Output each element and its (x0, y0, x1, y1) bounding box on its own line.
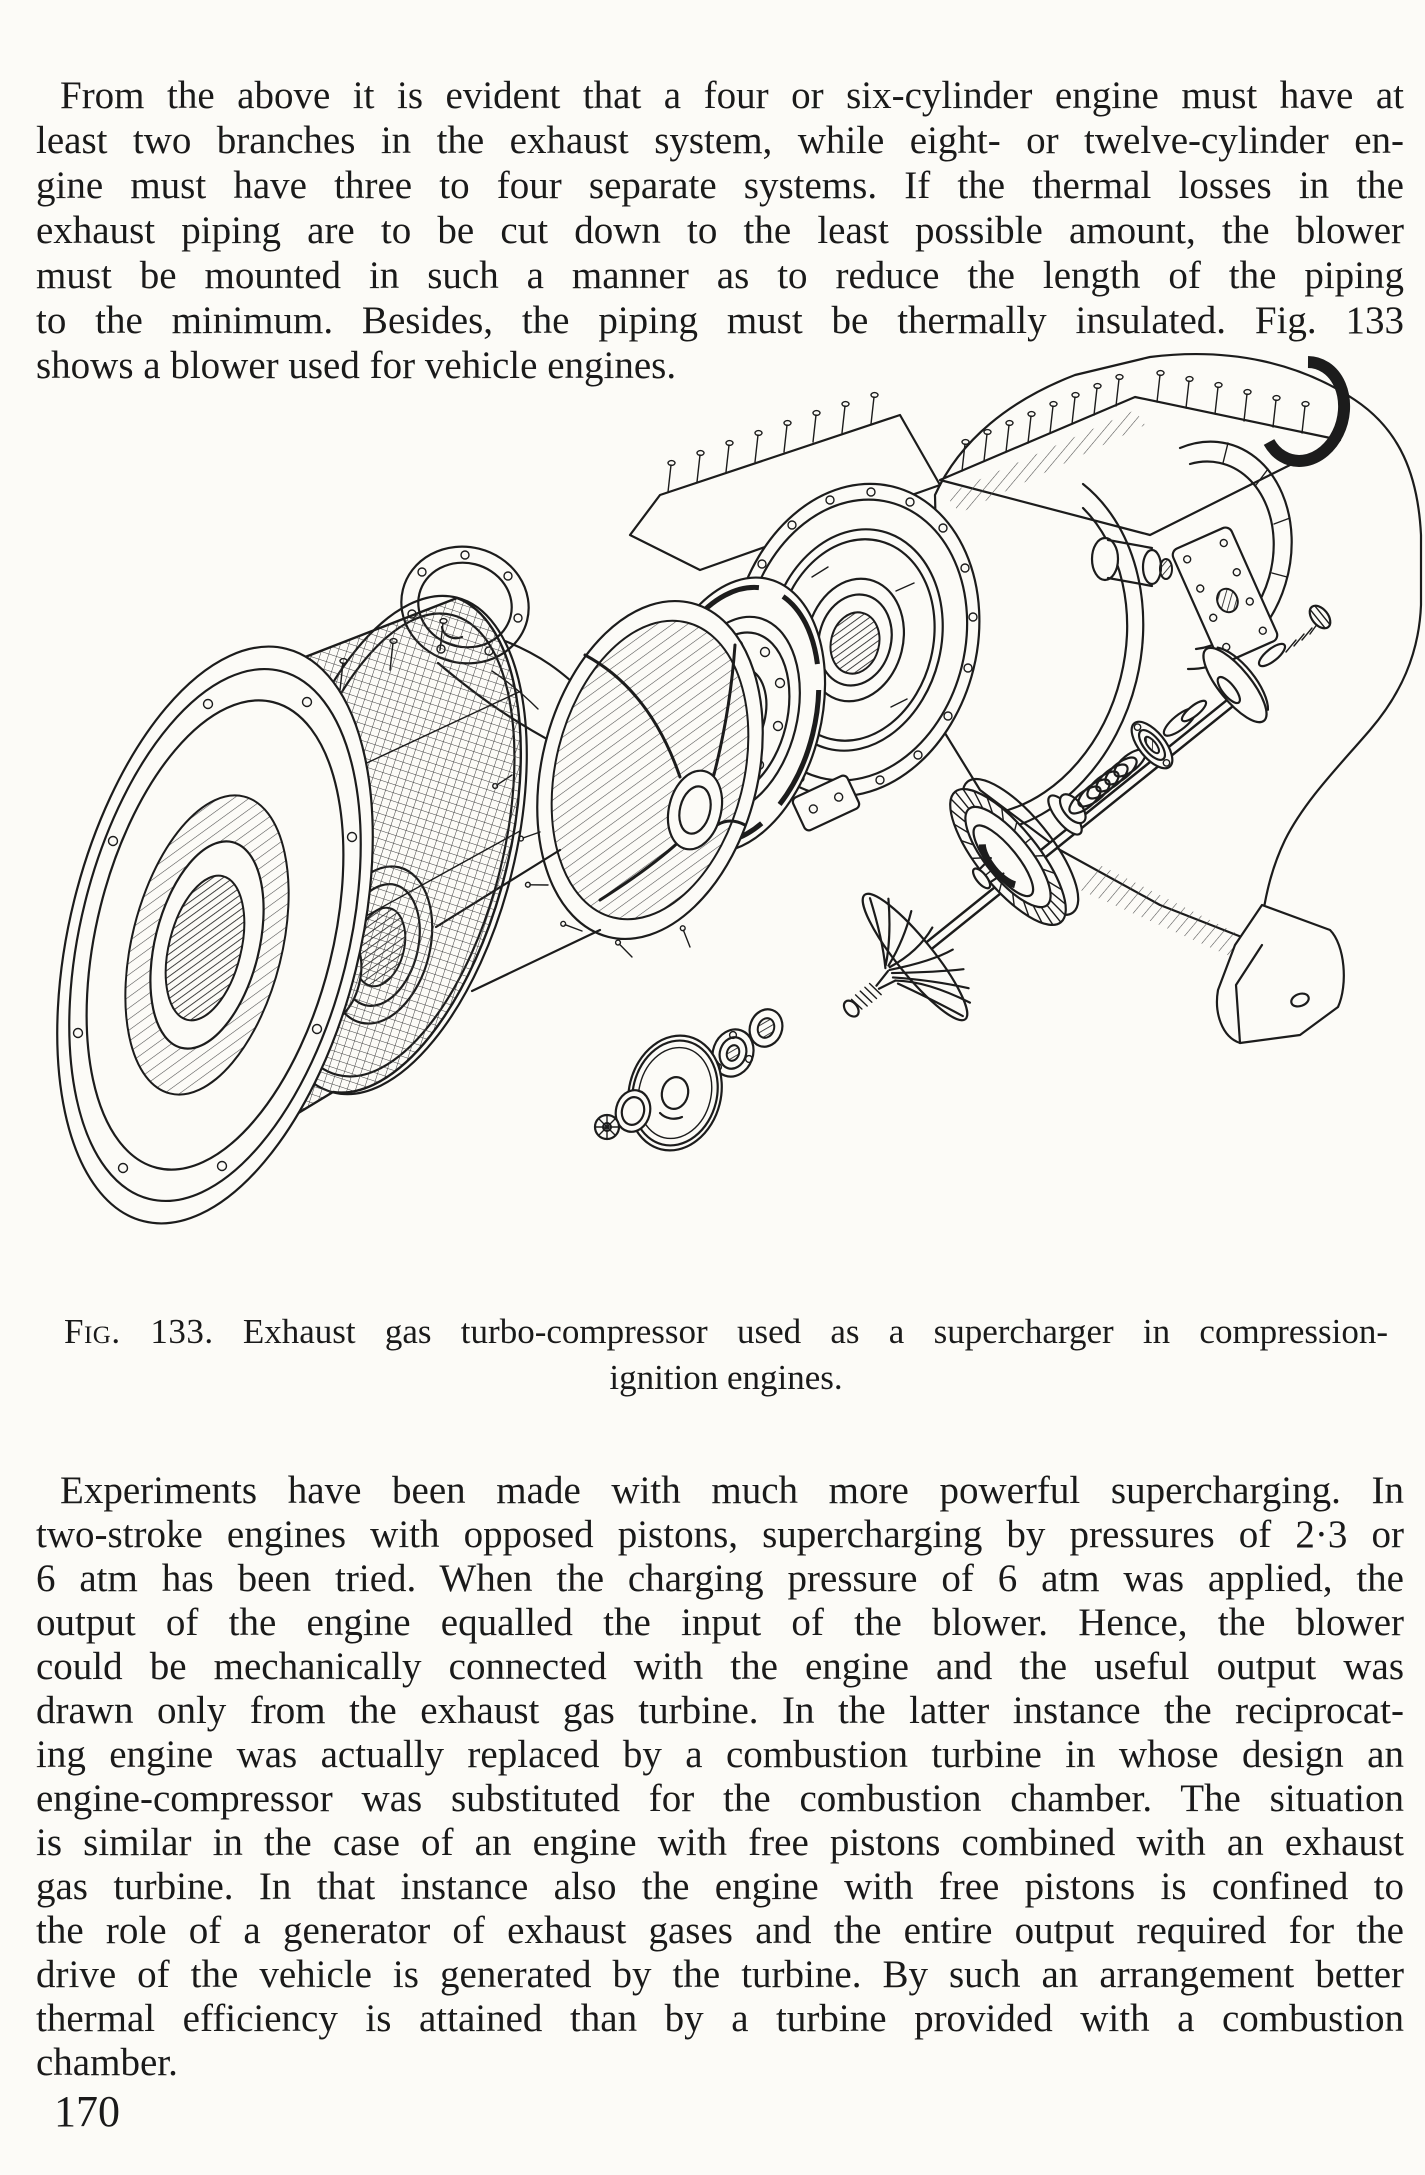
text-line: ing engine was actually replaced by a combustion turbine in whose design an (36, 1733, 1404, 1776)
text-line: two-stroke engines with opposed pistons, supercharging by pressures of 2·3 or (36, 1513, 1404, 1556)
text-line: to the minimum. Besides, the piping must be thermally insulated. Fig. 133 (36, 299, 1404, 342)
text-line: thermal efficiency is attained than by a turbine provided with a combustion (36, 1997, 1404, 2040)
figure-label: Fig. 133. (64, 1312, 214, 1351)
text-line: exhaust piping are to be cut down to the least possible amount, the blower (36, 209, 1404, 252)
figure-caption (64, 1309, 1388, 1401)
paragraph-bottom (36, 1469, 1404, 2085)
paragraph-top (36, 73, 1404, 388)
text-line: gas turbine. In that instance also the engine with free pistons is confined to (36, 1865, 1404, 1908)
caption-text: Exhaust gas turbo-compressor used as a supercharger in compression- (242, 1312, 1388, 1351)
grooved-nut (595, 1115, 619, 1139)
text-line: shows a blower used for vehicle engines. (36, 344, 677, 387)
text-line: engine-compressor was substituted for the combustion chamber. The situation (36, 1777, 1404, 1820)
text-line: chamber. (36, 2041, 178, 2084)
text-line: Experiments have been made with much more powerful supercharging. In (60, 1469, 1404, 1512)
figure-illustration (0, 345, 1425, 1280)
text-line: From the above it is evident that a four or six-cylinder engine must have at (60, 74, 1404, 117)
air-filter-drum (3, 569, 573, 1257)
text-line: gine must have three to four separate systems. If the thermal losses in the (36, 164, 1404, 207)
text-line: drive of the vehicle is generated by the turbine. By such an arrangement better (36, 1953, 1404, 1996)
text-line: 6 atm has been tried. When the charging pressure of 6 atm was applied, the (36, 1557, 1404, 1600)
text-line: drawn only from the exhaust gas turbine. In the latter instance the reciprocat- (36, 1689, 1404, 1732)
text-line: the role of a generator of exhaust gases and the entire output required for the (36, 1909, 1404, 1952)
pulley-set (595, 1026, 734, 1161)
text-line: could be mechanically connected with the engine and the useful output was (36, 1645, 1404, 1688)
impeller (796, 873, 992, 1074)
text-line: output of the engine equalled the input of the blower. Hence, the blower (36, 1601, 1404, 1644)
turbo-compressor-engraving (0, 345, 1425, 1280)
caption-line: ignition engines. (609, 1358, 843, 1397)
text-line: must be mounted in such a manner as to reduce the length of the piping (36, 254, 1404, 297)
caption-line (64, 1309, 1388, 1355)
page-number: 170 (54, 2087, 120, 2136)
text-line: least two branches in the exhaust system, while eight- or twelve-cylinder en- (36, 119, 1404, 162)
text-line: is similar in the case of an engine with free pistons combined with an exhaust (36, 1821, 1404, 1864)
